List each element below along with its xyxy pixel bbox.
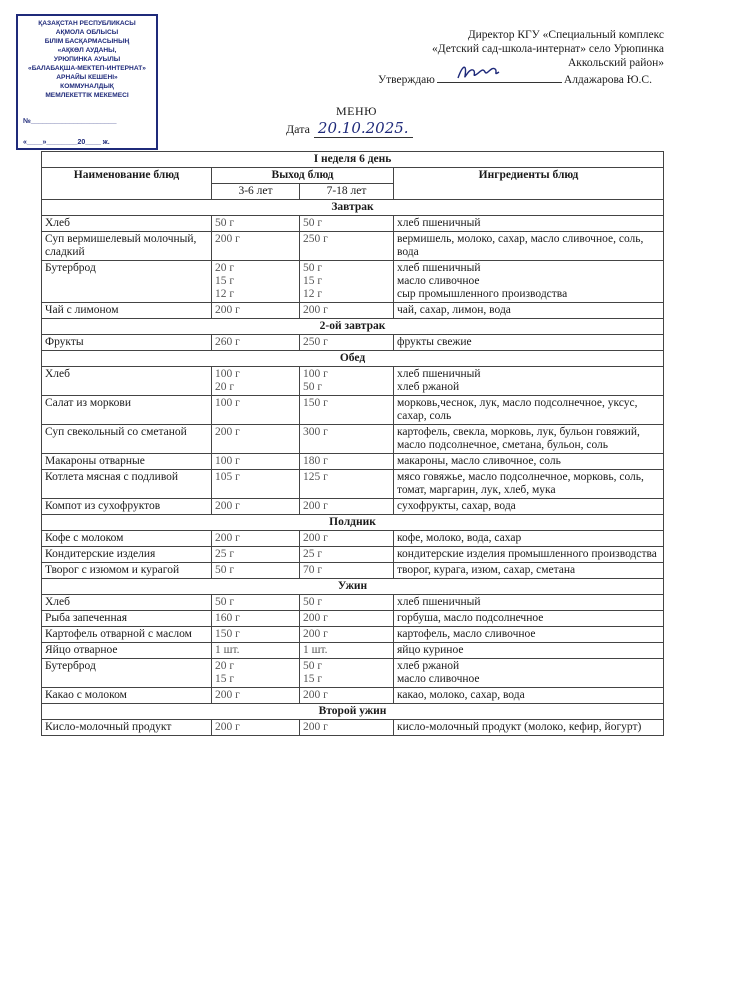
portion-3-6-cell	[212, 531, 300, 547]
portion-3-6-value: 12 г	[215, 288, 235, 300]
portion-3-6-value: 50 г	[215, 596, 235, 608]
portion-3-6-cell	[212, 454, 300, 470]
portion-7-18-value: 180 г	[303, 455, 328, 467]
portion-7-18-cell	[300, 425, 394, 454]
dish-name: Бутерброд	[42, 261, 212, 303]
ingredients-value: фрукты свежие	[397, 336, 472, 348]
dish-name: Творог с изюмом и курагой	[42, 563, 212, 579]
dish-name: Бутерброд	[42, 659, 212, 688]
portion-3-6-value: 50 г	[215, 217, 235, 229]
ingredients-value: кондитерские изделия промышленного производства	[397, 548, 657, 560]
ingredients-cell	[394, 425, 664, 454]
portion-7-18-value: 200 г	[303, 612, 328, 624]
portion-7-18-value: 125 г	[303, 471, 328, 483]
portion-3-6-value: 200 г	[215, 689, 240, 701]
dish-name: Фрукты	[42, 335, 212, 351]
ingredients-cell	[394, 531, 664, 547]
ingredients-value: масло сливочное	[397, 673, 480, 685]
portion-3-6-value: 100 г	[215, 368, 240, 380]
portion-7-18-value: 300 г	[303, 426, 328, 438]
dish-name: Котлета мясная с подливой	[42, 470, 212, 499]
table-row	[42, 531, 664, 547]
col-age1-header: 3-6 лет	[212, 184, 300, 200]
portion-3-6-value: 1 шт.	[215, 644, 240, 656]
stamp-date-line: «____»________20____ ж.	[23, 139, 110, 146]
ingredients-cell	[394, 627, 664, 643]
week-header: I неделя 6 день	[42, 152, 664, 168]
portion-7-18-cell	[300, 720, 394, 736]
portion-7-18-cell	[300, 531, 394, 547]
stamp-line: АҚМОЛА ОБЛЫСЫ	[55, 29, 119, 36]
table-row	[42, 611, 664, 627]
dish-name: Рыба запеченная	[42, 611, 212, 627]
ingredients-value: картофель, свекла, морковь, лук, бульон говяжий, масло подсолнечное, сметана, бульон, соль	[397, 426, 640, 451]
portion-3-6-value: 200 г	[215, 426, 240, 438]
portion-7-18-cell	[300, 454, 394, 470]
portion-7-18-value: 70 г	[303, 564, 323, 576]
dish-name: Хлеб	[42, 216, 212, 232]
menu-table	[41, 151, 664, 736]
table-row	[42, 216, 664, 232]
portion-3-6-value: 20 г	[215, 660, 235, 672]
portion-7-18-value: 15 г	[303, 673, 323, 685]
portion-3-6-value: 150 г	[215, 628, 240, 640]
section-title: Завтрак	[42, 200, 664, 216]
portion-7-18-value: 12 г	[303, 288, 323, 300]
stamp-line: КОММУНАЛДЫҚ	[60, 83, 114, 90]
table-row	[42, 688, 664, 704]
stamp-number-line: №______________________	[23, 118, 117, 125]
approval-block	[344, 28, 664, 70]
portion-3-6-value: 200 г	[215, 721, 240, 733]
portion-3-6-value: 20 г	[215, 262, 235, 274]
ingredients-value: картофель, масло сливочное	[397, 628, 536, 640]
portion-3-6-value: 100 г	[215, 455, 240, 467]
portion-7-18-value: 250 г	[303, 336, 328, 348]
portion-7-18-cell	[300, 563, 394, 579]
portion-3-6-value: 15 г	[215, 275, 235, 287]
date-value: 20.10.2025.	[314, 119, 413, 138]
dish-name: Салат из моркови	[42, 396, 212, 425]
dish-name: Макароны отварные	[42, 454, 212, 470]
ingredients-value: мясо говяжье, масло подсолнечное, морковь, соль, томат, маргарин, лук, хлеб, мука	[397, 471, 644, 496]
section-title: 2-ой завтрак	[42, 319, 664, 335]
stamp-line: «АҚКӨЛ АУДАНЫ,	[57, 47, 117, 54]
ingredients-cell	[394, 688, 664, 704]
stamp-line: ҚАЗАҚСТАН РЕСПУБЛИКАСЫ	[38, 20, 136, 27]
ingredients-value: морковь,чеснок, лук, масло подсолнечное, уксус, сахар, соль	[397, 397, 638, 422]
section-row	[42, 704, 664, 720]
table-row	[42, 499, 664, 515]
section-title: Полдник	[42, 515, 664, 531]
section-title: Обед	[42, 351, 664, 367]
col-output-header: Выход блюд	[212, 168, 394, 184]
dish-name: Компот из сухофруктов	[42, 499, 212, 515]
ingredients-cell	[394, 611, 664, 627]
section-row	[42, 200, 664, 216]
table-row	[42, 720, 664, 736]
ingredients-cell	[394, 470, 664, 499]
dish-name: Суп свекольный со сметаной	[42, 425, 212, 454]
stamp-line: МЕМЛЕКЕТТІК МЕКЕМЕСІ	[45, 92, 129, 99]
portion-7-18-cell	[300, 627, 394, 643]
dish-name: Яйцо отварное	[42, 643, 212, 659]
portion-3-6-value: 200 г	[215, 500, 240, 512]
portion-3-6-cell	[212, 335, 300, 351]
section-row	[42, 319, 664, 335]
portion-3-6-cell	[212, 547, 300, 563]
portion-7-18-value: 25 г	[303, 548, 323, 560]
portion-7-18-value: 50 г	[303, 262, 323, 274]
ingredients-value: масло сливочное	[397, 275, 480, 287]
stamp-line: АРНАЙЫ КЕШЕНІ»	[56, 74, 118, 81]
ingredients-value: хлеб ржаной	[397, 660, 460, 672]
portion-3-6-value: 25 г	[215, 548, 235, 560]
ingredients-cell	[394, 261, 664, 303]
ingredients-cell	[394, 499, 664, 515]
portion-7-18-cell	[300, 367, 394, 396]
dish-name: Чай с лимоном	[42, 303, 212, 319]
ingredients-cell	[394, 367, 664, 396]
portion-3-6-cell	[212, 563, 300, 579]
table-row	[42, 643, 664, 659]
portion-7-18-value: 50 г	[303, 596, 323, 608]
ingredients-value: кофе, молоко, вода, сахар	[397, 532, 522, 544]
ingredients-cell	[394, 303, 664, 319]
portion-7-18-value: 200 г	[303, 628, 328, 640]
portion-7-18-value: 200 г	[303, 689, 328, 701]
section-row	[42, 515, 664, 531]
ingredients-cell	[394, 335, 664, 351]
dish-name: Хлеб	[42, 367, 212, 396]
date-row	[286, 119, 413, 138]
col-ingredients-header: Ингредиенты блюд	[394, 168, 664, 200]
col-age2-header: 7-18 лет	[300, 184, 394, 200]
portion-7-18-value: 50 г	[303, 217, 323, 229]
portion-7-18-cell	[300, 335, 394, 351]
portion-7-18-cell	[300, 611, 394, 627]
stamp-line: УРЮПИНКА АУЫЛЫ	[53, 56, 121, 63]
portion-3-6-value: 105 г	[215, 471, 240, 483]
portion-3-6-value: 100 г	[215, 397, 240, 409]
approval-line-3: Аккольский район»	[567, 57, 664, 69]
handwritten-signature	[455, 60, 501, 84]
ingredients-value: кисло-молочный продукт (молоко, кефир, йогурт)	[397, 721, 642, 733]
ingredients-value: хлеб пшеничный	[397, 596, 481, 608]
dish-name: Какао с молоком	[42, 688, 212, 704]
ingredients-value: яйцо куриное	[397, 644, 464, 656]
portion-3-6-value: 160 г	[215, 612, 240, 624]
ingredients-cell	[394, 232, 664, 261]
ingredients-cell	[394, 659, 664, 688]
section-title: Второй ужин	[42, 704, 664, 720]
director-name: Алдажарова Ю.С.	[563, 74, 652, 86]
portion-7-18-cell	[300, 547, 394, 563]
dish-name: Картофель отварной с маслом	[42, 627, 212, 643]
date-label: Дата	[286, 122, 310, 136]
ingredients-value: горбуша, масло подсолнечное	[397, 612, 544, 624]
ingredients-value: макароны, масло сливочное, соль	[397, 455, 561, 467]
table-row	[42, 303, 664, 319]
portion-7-18-value: 200 г	[303, 721, 328, 733]
portion-3-6-cell	[212, 396, 300, 425]
table-row	[42, 261, 664, 303]
ingredients-cell	[394, 720, 664, 736]
table-row	[42, 659, 664, 688]
table-row	[42, 367, 664, 396]
ingredients-cell	[394, 595, 664, 611]
table-row	[42, 335, 664, 351]
ingredients-cell	[394, 454, 664, 470]
table-row	[42, 563, 664, 579]
portion-3-6-cell	[212, 720, 300, 736]
approve-label: Утверждаю	[378, 74, 435, 86]
portion-3-6-cell	[212, 499, 300, 515]
table-row	[42, 595, 664, 611]
ingredients-cell	[394, 563, 664, 579]
portion-7-18-cell	[300, 643, 394, 659]
ingredients-cell	[394, 643, 664, 659]
ingredients-value: сухофрукты, сахар, вода	[397, 500, 516, 512]
portion-3-6-cell	[212, 232, 300, 261]
portion-7-18-cell	[300, 396, 394, 425]
portion-7-18-value: 1 шт.	[303, 644, 328, 656]
portion-7-18-cell	[300, 470, 394, 499]
portion-7-18-value: 200 г	[303, 304, 328, 316]
portion-7-18-cell	[300, 261, 394, 303]
stamp-line: БІЛІМ БАСҚАРМАСЫНЫҢ	[44, 38, 130, 45]
portion-3-6-cell	[212, 688, 300, 704]
ingredients-cell	[394, 216, 664, 232]
portion-3-6-cell	[212, 627, 300, 643]
ingredients-value: какао, молоко, сахар, вода	[397, 689, 525, 701]
approve-row	[378, 71, 652, 86]
ingredients-value: хлеб ржаной	[397, 381, 460, 393]
portion-3-6-cell	[212, 643, 300, 659]
approval-line-2: «Детский сад-школа-интернат» село Урюпинка	[431, 43, 664, 55]
ingredients-value: сыр промышленного производства	[397, 288, 568, 300]
portion-7-18-value: 250 г	[303, 233, 328, 245]
ingredients-value: творог, курага, изюм, сахар, сметана	[397, 564, 576, 576]
dish-name: Хлеб	[42, 595, 212, 611]
portion-3-6-cell	[212, 425, 300, 454]
dish-name: Кофе с молоком	[42, 531, 212, 547]
portion-3-6-cell	[212, 261, 300, 303]
portion-7-18-value: 200 г	[303, 500, 328, 512]
section-title: Ужин	[42, 579, 664, 595]
menu-body	[42, 200, 664, 736]
ingredients-value: вермишель, молоко, сахар, масло сливочное, соль, вода	[397, 233, 644, 258]
table-row	[42, 470, 664, 499]
stamp-text	[21, 19, 153, 100]
stamp-number-label: №	[23, 118, 31, 125]
table-row	[42, 396, 664, 425]
portion-3-6-cell	[212, 470, 300, 499]
dish-name: Суп вермишелевый молочный, сладкий	[42, 232, 212, 261]
section-row	[42, 579, 664, 595]
portion-3-6-cell	[212, 595, 300, 611]
portion-7-18-value: 200 г	[303, 532, 328, 544]
portion-3-6-cell	[212, 611, 300, 627]
portion-7-18-value: 50 г	[303, 381, 323, 393]
approval-line-1: Директор КГУ «Специальный комплекс	[467, 29, 664, 41]
ingredients-value: хлеб пшеничный	[397, 217, 481, 229]
portion-7-18-cell	[300, 499, 394, 515]
section-row	[42, 351, 664, 367]
table-row	[42, 425, 664, 454]
portion-3-6-value: 200 г	[215, 233, 240, 245]
portion-7-18-value: 15 г	[303, 275, 323, 287]
portion-3-6-value: 15 г	[215, 673, 235, 685]
portion-7-18-cell	[300, 595, 394, 611]
table-row	[42, 547, 664, 563]
portion-3-6-cell	[212, 303, 300, 319]
ingredients-cell	[394, 547, 664, 563]
col-name-header: Наименование блюд	[42, 168, 212, 200]
portion-3-6-cell	[212, 216, 300, 232]
portion-3-6-cell	[212, 659, 300, 688]
ingredients-value: чай, сахар, лимон, вода	[397, 304, 511, 316]
ingredients-value: хлеб пшеничный	[397, 262, 481, 274]
portion-3-6-value: 20 г	[215, 381, 235, 393]
table-row	[42, 232, 664, 261]
stamp-line: «БАЛАБАҚША-МЕКТЕП-ИНТЕРНАТ»	[28, 65, 146, 72]
table-row	[42, 627, 664, 643]
portion-7-18-cell	[300, 232, 394, 261]
portion-3-6-value: 200 г	[215, 304, 240, 316]
portion-3-6-cell	[212, 367, 300, 396]
portion-7-18-cell	[300, 688, 394, 704]
portion-3-6-value: 200 г	[215, 532, 240, 544]
portion-7-18-cell	[300, 216, 394, 232]
portion-7-18-cell	[300, 303, 394, 319]
ingredients-cell	[394, 396, 664, 425]
dish-name: Кисло-молочный продукт	[42, 720, 212, 736]
portion-3-6-value: 260 г	[215, 336, 240, 348]
portion-3-6-value: 50 г	[215, 564, 235, 576]
dish-name: Кондитерские изделия	[42, 547, 212, 563]
table-row	[42, 454, 664, 470]
portion-7-18-value: 150 г	[303, 397, 328, 409]
portion-7-18-value: 100 г	[303, 368, 328, 380]
official-stamp	[16, 14, 158, 150]
portion-7-18-value: 50 г	[303, 660, 323, 672]
page-title: МЕНЮ	[336, 104, 377, 118]
portion-7-18-cell	[300, 659, 394, 688]
ingredients-value: хлеб пшеничный	[397, 368, 481, 380]
